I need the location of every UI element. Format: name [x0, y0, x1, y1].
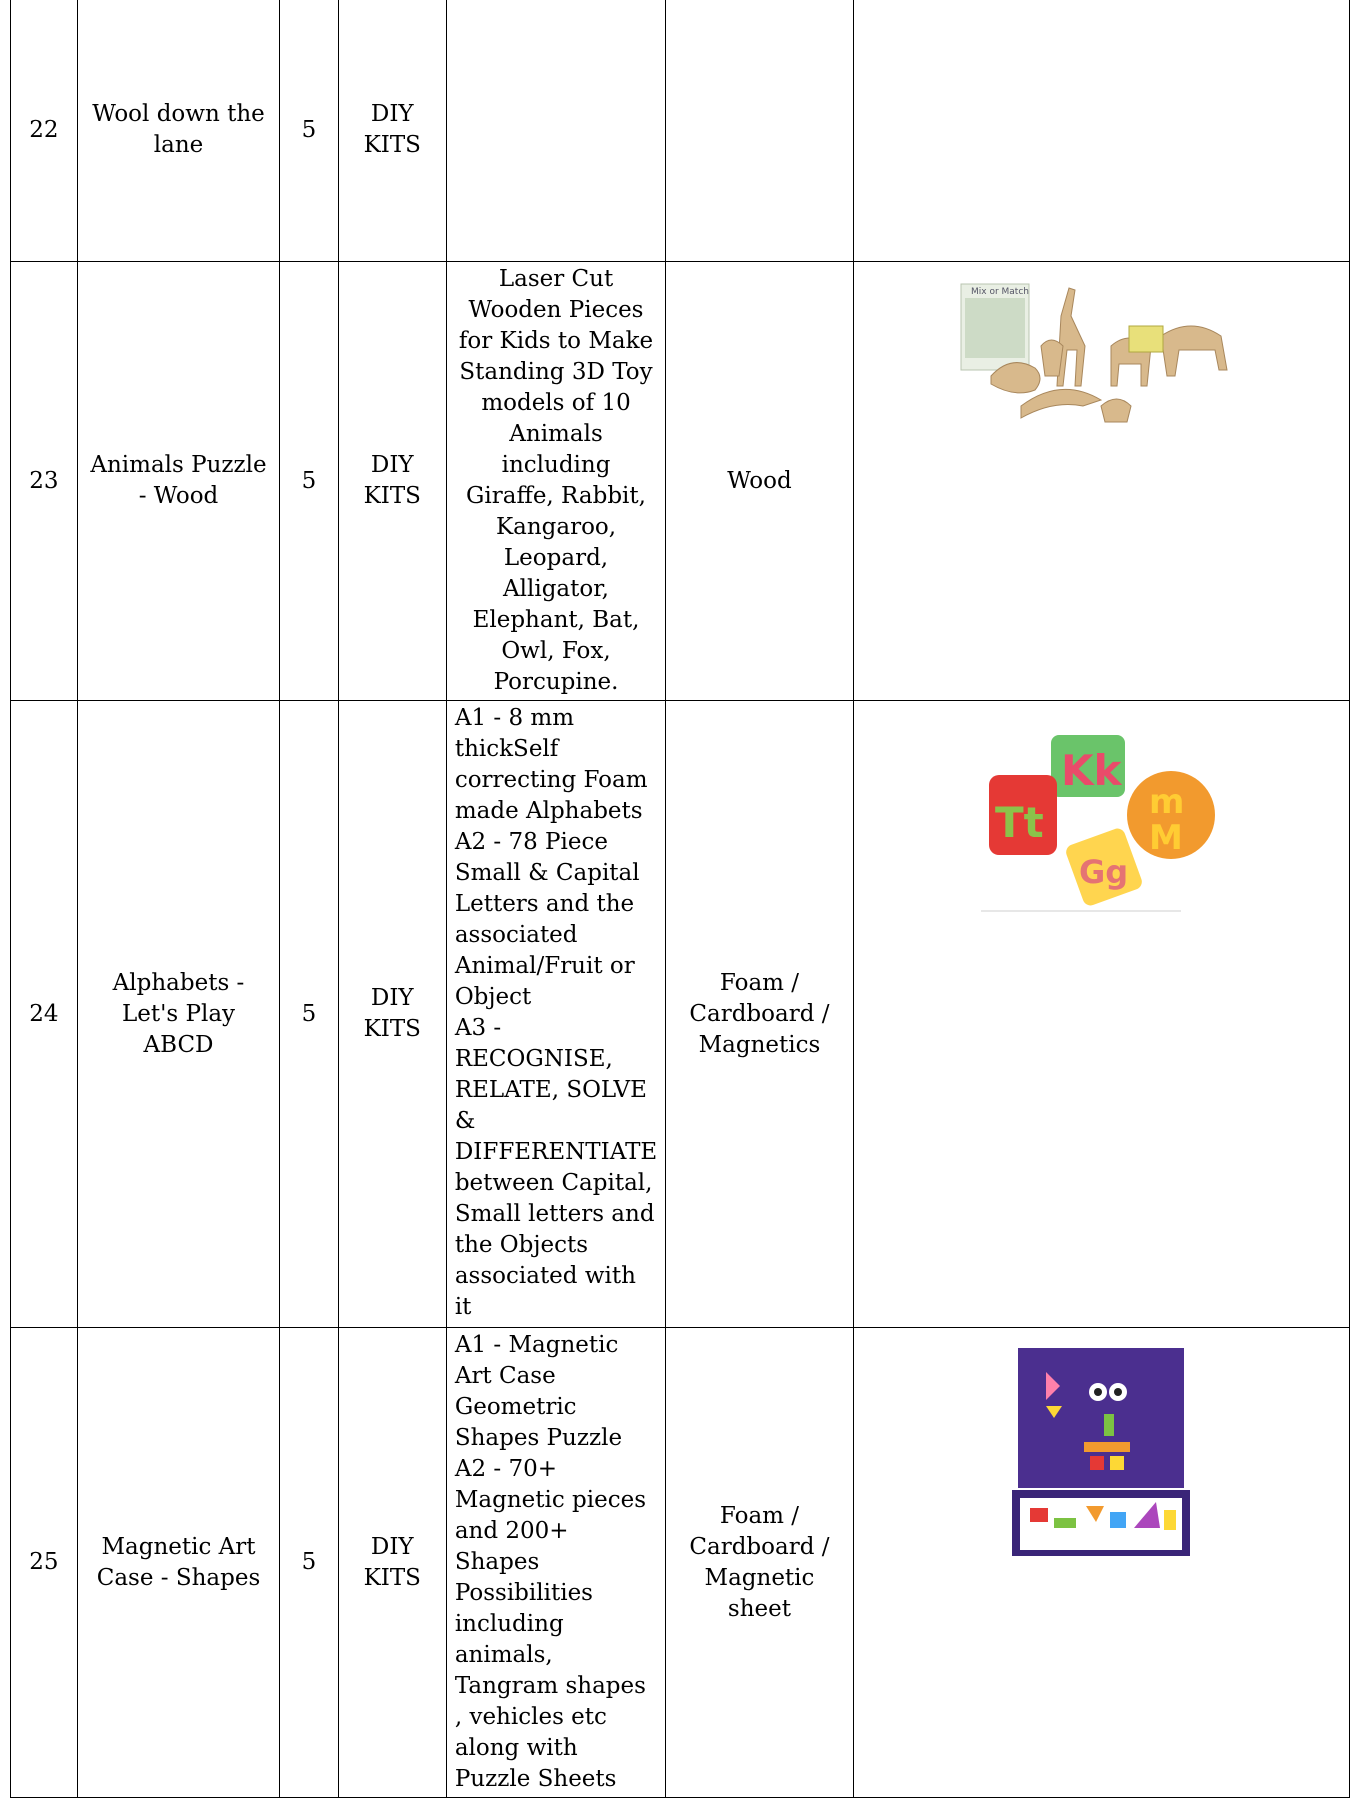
item-image-cell [853, 0, 1349, 262]
item-description [446, 1328, 665, 1798]
row-number: 25 [11, 1328, 78, 1798]
box-label: Mix or Match [971, 287, 1030, 297]
table-row [11, 262, 1350, 701]
description-line: A2 - 70+ Magnetic pieces and 200+ Shapes Possibilities including animals, Tangram shapes , vehicles etc along with Puzzle Sheets [454, 1456, 647, 1792]
description-line: A1 - Magnetic Art Case Geometric Shapes Puzzle [454, 1332, 623, 1451]
item-material: Foam / Cardboard / Magnetic sheet [666, 1328, 854, 1798]
description-line: A3 - RECOGNISE, RELATE, SOLVE & DIFFERENTIATE between Capital, Small letters and the Objects associated with it [454, 1015, 658, 1320]
letter-gg: Gg [1079, 853, 1129, 891]
row-number: 24 [11, 701, 78, 1328]
item-description [446, 701, 665, 1328]
item-qty: 5 [280, 701, 339, 1328]
item-description: Laser Cut Wooden Pieces for Kids to Make Standing 3D Toy models of 10 Animals including Giraffe, Rabbit, Kangaroo, Leopard, Alligator, Elephant, Bat, Owl, Fox, Porcupine. [446, 262, 665, 701]
magnetic-art-case-image [1006, 1342, 1196, 1562]
description-line: A2 - 78 Piece Small & Capital Letters and the associated Animal/Fruit or Object [454, 829, 640, 1010]
item-category: DIY KITS [338, 262, 446, 701]
item-image-cell [853, 262, 1349, 701]
item-name: Wool down the lane [77, 0, 279, 262]
table-row [11, 0, 1350, 262]
description-line: A1 - 8 mm thickSelf correcting Foam made Alphabets [454, 705, 648, 824]
row-number: 22 [11, 0, 78, 262]
letter-m-small: m [1149, 782, 1185, 822]
foam-alphabets-image [981, 715, 1221, 915]
wooden-animals-image [951, 276, 1251, 456]
item-description [446, 0, 665, 262]
letter-kk: Kk [1061, 746, 1122, 795]
item-category: DIY KITS [338, 1328, 446, 1798]
product-table [10, 0, 1350, 1798]
item-name: Magnetic Art Case - Shapes [77, 1328, 279, 1798]
row-number: 23 [11, 262, 78, 701]
letter-m-capital: M [1149, 818, 1184, 858]
letter-tt: Tt [995, 798, 1045, 847]
table-row [11, 1328, 1350, 1798]
item-material: Wood [666, 262, 854, 701]
item-image-cell [853, 701, 1349, 1328]
item-name: Animals Puzzle - Wood [77, 262, 279, 701]
item-category: DIY KITS [338, 0, 446, 262]
item-name: Alphabets - Let's Play ABCD [77, 701, 279, 1328]
item-material [666, 0, 854, 262]
item-image-cell [853, 1328, 1349, 1798]
item-qty: 5 [280, 0, 339, 262]
item-material: Foam / Cardboard / Magnetics [666, 701, 854, 1328]
table-row [11, 701, 1350, 1328]
item-qty: 5 [280, 262, 339, 701]
item-category: DIY KITS [338, 701, 446, 1328]
item-qty: 5 [280, 1328, 339, 1798]
